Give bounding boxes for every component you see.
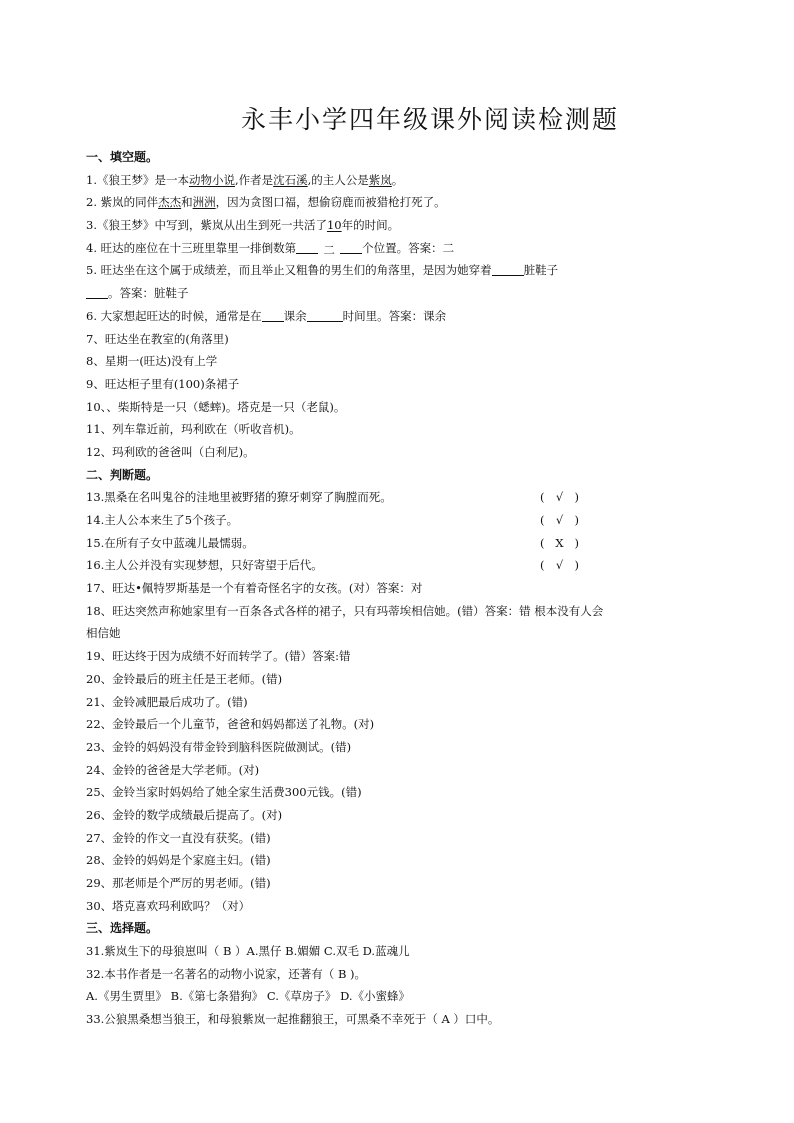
judge-mark: ( √ ) [540, 558, 579, 573]
question-2: 2. 紫岚的同伴杰杰和洲洲，因为贪图口福，想偷窃鹿而被猎枪打死了。 [86, 195, 446, 210]
question-12: 12、玛利欧的爸爸叫（白利尼)。 [86, 444, 255, 459]
question-18: 18、旺达突然声称她家里有一百条各式各样的裙子，只有玛蒂埃相信她。(错）答案：错 根本没有人会 [86, 603, 604, 618]
question-22: 22、金铃最后一个儿童节，爸爸和妈妈都送了礼物。(对) [86, 717, 375, 732]
question-5-continued: 。答案：脏鞋子 [86, 282, 734, 305]
question-32: 32.本书作者是一名著名的动物小说家，还著有（ B )。 [86, 966, 367, 981]
question-1: 1.《狼王梦》是一本动物小说,作者是沈石溪,的主人公是紫岚。 [86, 172, 404, 187]
question-29: 29、那老师是个严厉的男老师。(错) [86, 876, 271, 890]
answer-blank [262, 307, 284, 322]
question-5: 5. 旺达坐在这个属于成绩差，而且举止又粗鲁的男生们的角落里，是因为她穿着 脏鞋子 [86, 263, 559, 278]
question-27: 27、金铃的作文一直没有获奖。(错) [86, 830, 271, 845]
question-13: 13.黑桑在名叫鬼谷的洼地里被野猪的獠牙刺穿了胸膛而死。 ( √ ) [86, 486, 734, 509]
question-8: 8、星期一(旺达)没有上学 [86, 354, 218, 369]
question-14: 14.主人公本来生了5个孩子。 ( √ ) [86, 509, 734, 532]
section-judge-heading: 二、判断题。 [86, 467, 159, 482]
judge-mark: ( √ ) [540, 513, 579, 527]
judge-mark: ( X ) [540, 535, 579, 550]
question-23: 23、金铃的妈妈没有带金铃到脑科医院做测试。(错) [86, 739, 352, 754]
section-fill-heading: 一、填空题。 [86, 150, 159, 164]
page-title: 永丰小学四年级课外阅读检测题 [240, 105, 619, 134]
question-9: 9、旺达柜子里有(100)条裙子 [86, 376, 240, 391]
question-17: 17、旺达•佩特罗斯基是一个有着奇怪名字的女孩。(对）答案：对 [86, 581, 423, 596]
question-3: 3.《狼王梦》中写到，紫岚从出生到死一共活了10年的时间。 [86, 218, 400, 233]
question-4: 4. 旺达的座位在十三班里靠里一排倒数第 二 个位置。答案：二 [86, 240, 455, 257]
answer-blank-filled: 二 [323, 242, 335, 257]
answer-blank [492, 261, 524, 276]
question-10: 10、、柴斯特是一只（蟋蟀)。塔克是一只（老鼠)。 [86, 399, 346, 414]
section-choice-heading: 三、选择题。 [86, 921, 159, 936]
question-28: 28、金铃的妈妈是个家庭主妇。(错) [86, 853, 271, 868]
question-7: 7、旺达坐在教室的(角落里) [86, 331, 229, 346]
question-20: 20、金铃最后的班主任是王老师。(错) [86, 671, 283, 686]
question-25: 25、金铃当家时妈妈给了她全家生活费300元钱。(错) [86, 785, 362, 800]
question-6: 6. 大家想起旺达的时候，通常是在 课余 时间里。答案：课余 [86, 308, 447, 323]
question-33: 33.公狼黑桑想当狼王，和母狼紫岚一起推翻狼王，可黑桑不幸死于（ A ）口中。 [86, 1012, 500, 1027]
answer-blank [296, 239, 318, 254]
judge-mark: ( √ ) [540, 490, 579, 505]
answer-blank [307, 307, 343, 322]
answer-blank [86, 284, 108, 299]
question-31: 31.紫岚生下的母狼崽叫（ B ）A.黑仔 B.媚媚 C.双毛 D.蓝魂儿 [86, 944, 410, 959]
question-11: 11、列车靠近前，玛利欧在（听收音机)。 [86, 422, 301, 437]
question-32-options: A.《男生贾里》 B.《第七条猎狗》 C.《草房子》 D.《小蜜蜂》 [86, 989, 411, 1004]
question-19: 19、旺达终于因为成绩不好而转学了。(错）答案:错 [86, 649, 351, 664]
question-30: 30、塔克喜欢玛利欧吗？（对） [86, 898, 251, 913]
question-16: 16.主人公并没有实现梦想，只好寄望于后代。 ( √ ) [86, 554, 734, 577]
question-24: 24、金铃的爸爸是大学老师。(对) [86, 762, 260, 777]
question-21: 21、金铃减肥最后成功了。(错) [86, 694, 248, 709]
question-26: 26、金铃的数学成绩最后提高了。(对) [86, 807, 283, 822]
answer-blank [340, 239, 362, 254]
question-15: 15.在所有子女中蓝魂儿最懦弱。 ( X ) [86, 532, 734, 555]
question-18-continued: 相信她 [86, 626, 121, 641]
